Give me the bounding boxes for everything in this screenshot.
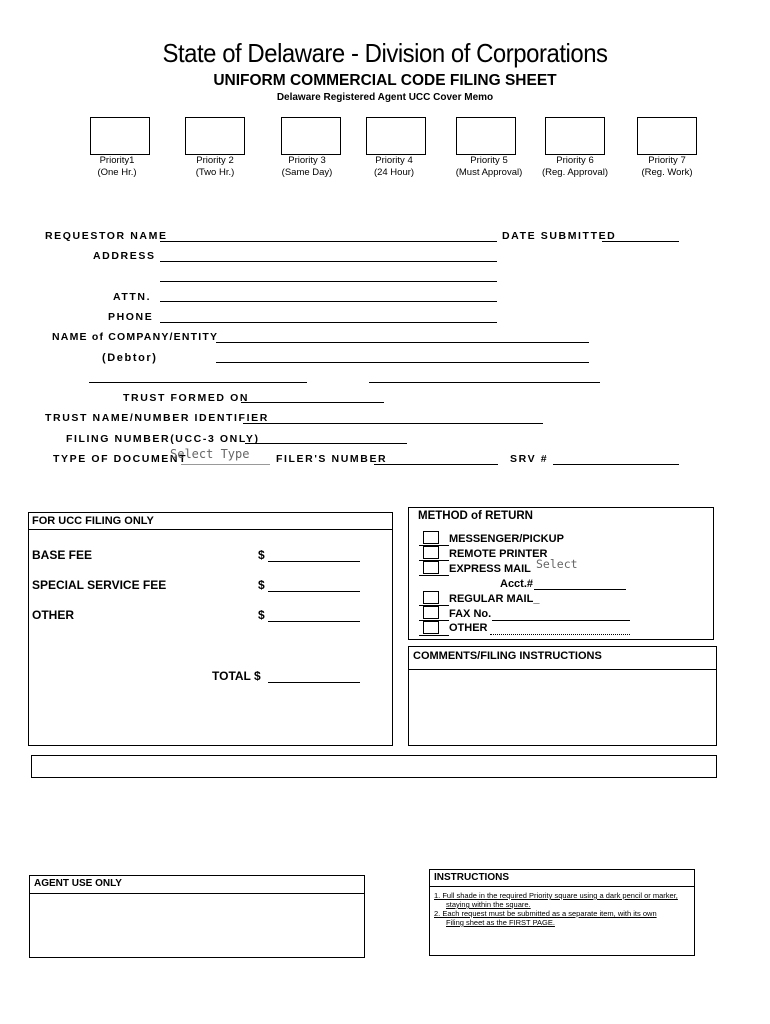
company-field-1[interactable] (216, 342, 589, 343)
company-field-2[interactable] (216, 362, 589, 363)
fax-checkbox[interactable] (423, 606, 439, 619)
other-return-checkbox[interactable] (423, 621, 439, 634)
filing-number-label: FILING NUMBER(UCC-3 ONLY) (66, 433, 260, 445)
attn-field[interactable] (160, 301, 497, 302)
page-title: State of Delaware - Division of Corporations (162, 38, 608, 68)
type-of-document-label: TYPE OF DOCUMENT (53, 453, 188, 465)
base-fee-label: BASE FEE (32, 548, 93, 562)
trust-name-field[interactable] (243, 423, 543, 424)
method-underline-3 (419, 575, 449, 576)
srv-field[interactable] (553, 464, 679, 465)
priority-4-box[interactable] (366, 117, 426, 155)
debtor-label: (Debtor) (102, 352, 158, 364)
regular-mail-checkbox[interactable] (423, 591, 439, 604)
total-label: TOTAL $ (212, 669, 261, 683)
memo-label: Delaware Registered Agent UCC Cover Memo (276, 92, 494, 103)
type-of-document-select[interactable]: Select Type (170, 447, 250, 461)
phone-label: PHONE (108, 311, 154, 323)
priority-5-label: Priority 5 (Must Approval) (455, 155, 523, 178)
priority-3-box[interactable] (281, 117, 341, 155)
address-field-1[interactable] (160, 261, 497, 262)
other-return-label: OTHER (449, 622, 488, 634)
priority-5-box[interactable] (456, 117, 516, 155)
trust-formed-on-field[interactable] (241, 402, 384, 403)
regular-mail-label: REGULAR MAIL_ (449, 593, 540, 605)
trust-formed-on-label: TRUST FORMED ON (123, 392, 250, 404)
total-field[interactable] (268, 682, 360, 683)
method-of-return-title: METHOD of RETURN (418, 510, 533, 522)
priority-3-label: Priority 3 (Same Day) (281, 155, 333, 178)
instructions-line-4: Filing sheet as the FIRST PAGE. (446, 918, 555, 927)
attn-label: ATTN. (113, 291, 152, 303)
date-submitted-field[interactable] (602, 241, 679, 242)
form-subtitle: UNIFORM COMMERCIAL CODE FILING SHEET (213, 72, 557, 89)
filing-number-field[interactable] (245, 443, 407, 444)
base-fee-field[interactable] (268, 561, 360, 562)
date-submitted-label: DATE SUBMITTED (502, 230, 617, 242)
express-mail-checkbox[interactable] (423, 561, 439, 574)
company-label: NAME of COMPANY/ENTITY (52, 331, 219, 343)
priority-2-label: Priority 2 (Two Hr.) (195, 155, 235, 178)
fax-field[interactable] (492, 620, 630, 621)
remote-printer-label: REMOTE PRINTER (449, 548, 548, 560)
instructions-title: INSTRUCTIONS (434, 872, 509, 883)
priority-1-label: Priority1 (One Hr.) (97, 155, 137, 178)
base-fee-dollar: $ (258, 548, 265, 562)
priority-2-box[interactable] (185, 117, 245, 155)
priority-6-box[interactable] (545, 117, 605, 155)
acct-label: Acct.# (500, 578, 534, 590)
extra-field-right[interactable] (369, 382, 600, 383)
remote-printer-select[interactable]: Select (536, 557, 578, 571)
priority-6-label: Priority 6 (Reg. Approval) (541, 155, 608, 178)
other-return-field[interactable] (490, 634, 630, 635)
instructions-line-1: 1. Full shade in the required Priority square using a dark pencil or marker, (434, 891, 678, 900)
requestor-name-field[interactable] (160, 241, 497, 242)
other-fee-field[interactable] (268, 621, 360, 622)
phone-field[interactable] (160, 322, 497, 323)
type-of-document-underline (181, 464, 270, 465)
instructions-line-3: 2. Each request must be submitted as a separate item, with its own (434, 909, 657, 918)
special-fee-field[interactable] (268, 591, 360, 592)
instructions-line-2: staying within the square. (446, 900, 531, 909)
filers-number-field[interactable] (374, 464, 498, 465)
ucc-filing-title: FOR UCC FILING ONLY (32, 515, 154, 527)
trust-name-label: TRUST NAME/NUMBER IDENTIFIER (45, 412, 269, 424)
messenger-label: MESSENGER/PICKUP (449, 533, 564, 545)
fax-label: FAX No. (449, 608, 492, 620)
requestor-name-label: REQUESTOR NAME (45, 230, 168, 242)
messenger-checkbox[interactable] (423, 531, 439, 544)
address-label: ADDRESS (93, 250, 156, 262)
comments-title: COMMENTS/FILING INSTRUCTIONS (413, 650, 602, 662)
remote-printer-checkbox[interactable] (423, 546, 439, 559)
agent-use-title: AGENT USE ONLY (34, 878, 122, 889)
priority-1-box[interactable] (90, 117, 150, 155)
priority-7-label: Priority 7 (Reg. Work) (641, 155, 693, 178)
filers-number-label: FILER'S NUMBER (276, 453, 388, 465)
other-fee-label: OTHER (32, 608, 74, 622)
priority-7-box[interactable] (637, 117, 697, 155)
special-fee-dollar: $ (258, 578, 265, 592)
priority-4-label: Priority 4 (24 Hour) (373, 155, 415, 178)
express-mail-label: EXPRESS MAIL (449, 563, 531, 575)
acct-field[interactable] (534, 589, 626, 590)
extra-field-left[interactable] (89, 382, 307, 383)
notes-bar[interactable] (31, 755, 717, 778)
address-field-2[interactable] (160, 281, 497, 282)
special-fee-label: SPECIAL SERVICE FEE (32, 578, 167, 592)
method-underline-6 (419, 635, 449, 636)
other-fee-dollar: $ (258, 608, 265, 622)
srv-label: SRV # (510, 453, 549, 465)
